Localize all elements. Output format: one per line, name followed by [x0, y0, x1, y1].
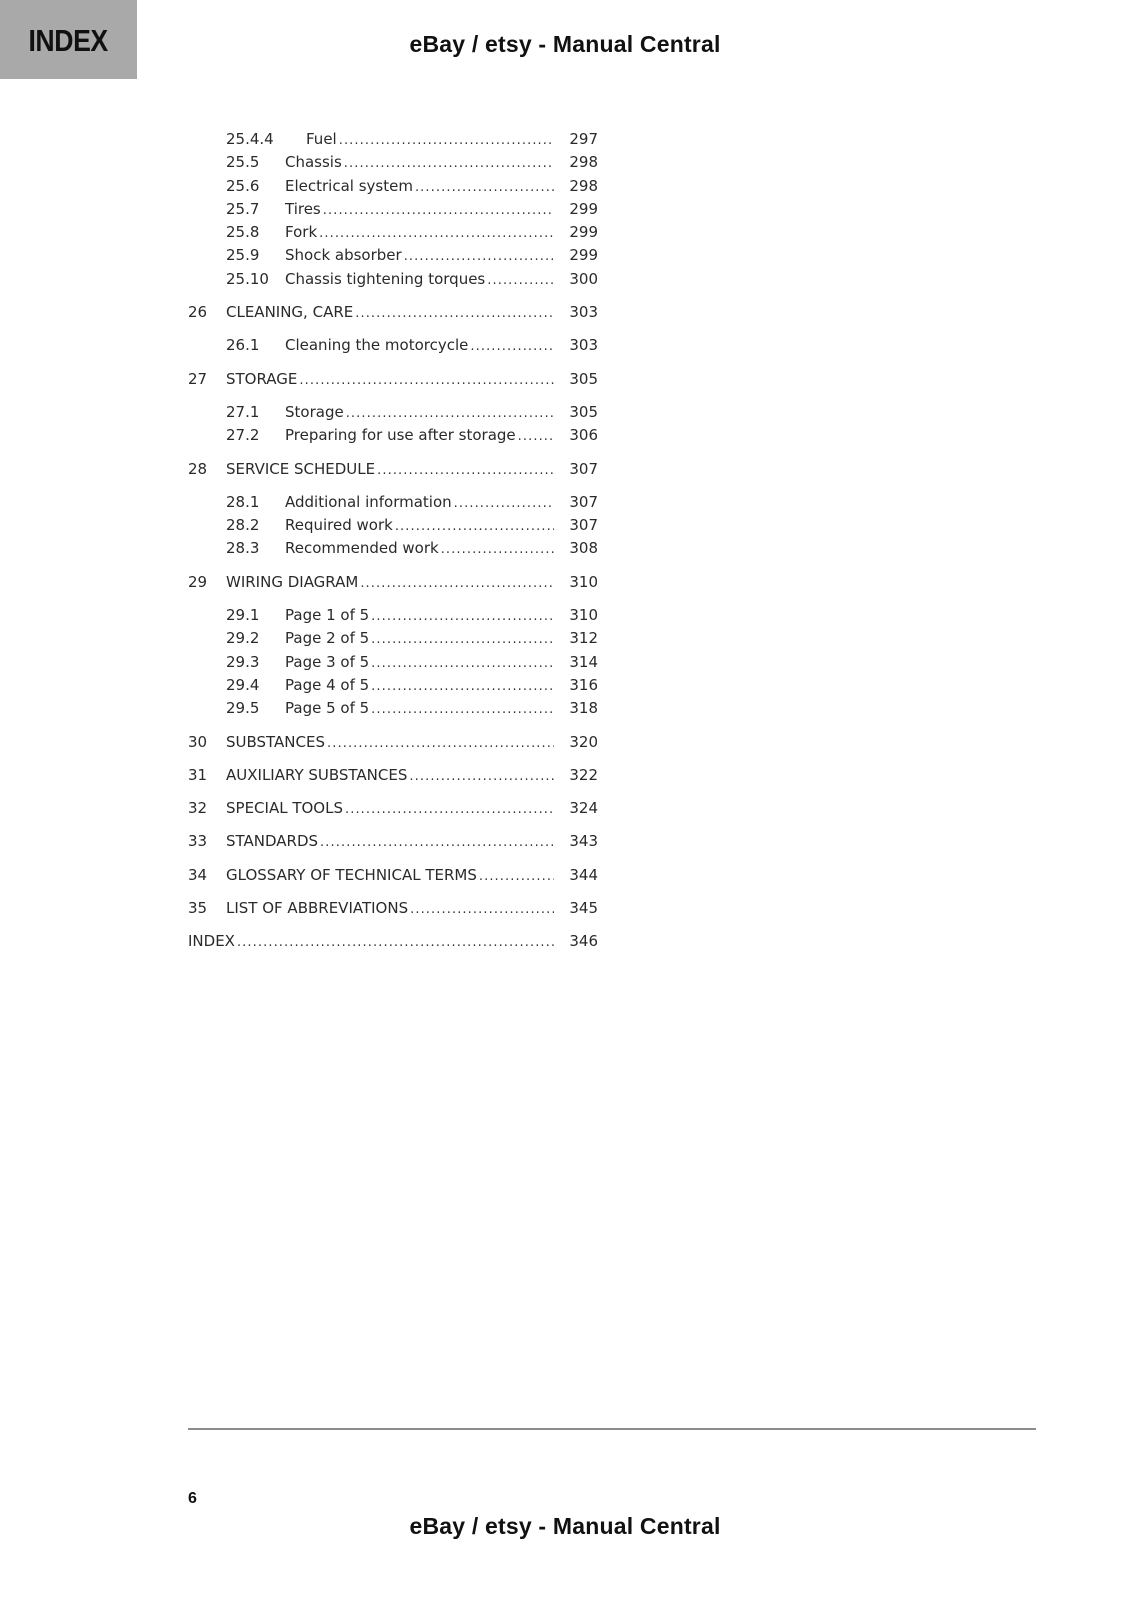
toc-entry-number: 29.2: [226, 629, 260, 648]
toc-entry-page: 306: [569, 426, 598, 445]
toc-entry-title: SUBSTANCES: [226, 732, 326, 751]
toc-entry-number: 26.1: [226, 336, 260, 355]
toc-entry-title: Tires: [285, 199, 321, 218]
toc-entry-title: Recommended work: [285, 539, 439, 558]
toc-entry-number: 27.1: [226, 402, 260, 421]
dot-leader: [377, 459, 554, 482]
toc-entry-number: 28.3: [226, 539, 260, 558]
toc-entry[interactable]: [188, 151, 598, 174]
toc-chapter[interactable]: [188, 797, 598, 820]
toc-entry-title: Preparing for use after storage: [285, 426, 516, 445]
toc-entry-number: 25.4.4: [226, 130, 274, 148]
toc-entry[interactable]: [188, 697, 598, 720]
toc-entry-number: 27.2: [226, 426, 260, 445]
toc-entry-title: Additional information: [285, 492, 452, 511]
toc-entry-page: 307: [569, 492, 598, 511]
dot-leader: [323, 199, 554, 222]
toc-entry-title: Page 2 of 5: [285, 629, 370, 648]
toc-entry-page: 346: [569, 932, 598, 951]
dot-leader: [355, 302, 554, 325]
dot-leader: [346, 402, 554, 425]
toc-chapter[interactable]: [188, 731, 598, 754]
footer-divider: [188, 1428, 1036, 1430]
toc-entry[interactable]: [188, 334, 598, 357]
dot-leader: [237, 931, 554, 954]
toc-entry-title: Electrical system: [285, 176, 413, 195]
toc-entry-title: INDEX: [188, 932, 235, 951]
dot-leader: [371, 675, 554, 698]
toc-entry[interactable]: [188, 244, 598, 267]
toc-entry-title: Page 3 of 5: [285, 652, 370, 671]
toc-entry-title: AUXILIARY SUBSTANCES: [226, 765, 408, 784]
toc-entry[interactable]: [188, 627, 598, 650]
toc-entry-number: 25.8: [226, 223, 260, 242]
toc-entry-page: 299: [569, 246, 598, 265]
dot-leader: [395, 515, 554, 538]
toc-entry-title: SPECIAL TOOLS: [226, 799, 343, 818]
toc-entry-number: 32: [188, 799, 208, 818]
toc-chapter[interactable]: [188, 458, 598, 481]
toc-chapter[interactable]: [188, 301, 598, 324]
dot-leader: [371, 605, 554, 628]
toc-chapter[interactable]: [188, 897, 598, 920]
toc-entry-number: 29.3: [226, 652, 260, 671]
toc-entry-title: Chassis tightening torques: [285, 269, 486, 288]
toc-entry-title: SERVICE SCHEDULE: [226, 459, 376, 478]
toc-entry-number: 28.2: [226, 516, 260, 535]
dot-leader: [345, 798, 554, 821]
toc-entry-number: 25.6: [226, 176, 260, 195]
toc-entry-page: 300: [569, 269, 598, 288]
table-of-contents: [188, 128, 598, 954]
toc-entry-number: 25.5: [226, 153, 260, 172]
toc-entry-page: 305: [569, 369, 598, 388]
toc-chapter[interactable]: [188, 571, 598, 594]
toc-entry-title: CLEANING, CARE: [226, 303, 354, 322]
toc-entry[interactable]: [188, 537, 598, 560]
header-watermark: eBay / etsy - Manual Central: [409, 31, 721, 57]
toc-entry-page: 297: [569, 130, 598, 148]
dot-leader: [371, 652, 554, 675]
dot-leader: [299, 369, 554, 392]
dot-leader: [371, 698, 554, 721]
toc-entry-title: Page 5 of 5: [285, 699, 370, 718]
toc-entry-page: 316: [569, 675, 598, 694]
dot-leader: [371, 628, 554, 651]
toc-entry[interactable]: [188, 128, 598, 151]
toc-entry-page: 312: [569, 629, 598, 648]
toc-entry-number: 35: [188, 899, 208, 918]
toc-entry[interactable]: [188, 221, 598, 244]
toc-entry-number: 33: [188, 832, 208, 851]
toc-entry-number: 30: [188, 732, 208, 751]
toc-chapter[interactable]: [188, 368, 598, 391]
toc-chapter[interactable]: [188, 830, 598, 853]
toc-entry-number: 25.9: [226, 246, 260, 265]
toc-entry-title: Page 1 of 5: [285, 606, 370, 625]
toc-entry[interactable]: [188, 604, 598, 627]
dot-leader: [470, 335, 554, 358]
toc-entry-title: LIST OF ABBREVIATIONS: [226, 899, 409, 918]
toc-entry-title: Page 4 of 5: [285, 675, 370, 694]
dot-leader: [479, 865, 554, 888]
toc-entry-number: 29: [188, 572, 208, 591]
toc-entry-page: 318: [569, 699, 598, 718]
dot-leader: [320, 831, 554, 854]
toc-entry-title: STORAGE: [226, 369, 298, 388]
toc-entry-number: 28: [188, 459, 208, 478]
toc-entry[interactable]: [188, 514, 598, 537]
toc-entry-page: 324: [569, 799, 598, 818]
toc-entry-number: 34: [188, 865, 208, 884]
toc-entry-page: 310: [569, 606, 598, 625]
toc-entry[interactable]: [188, 268, 598, 291]
toc-entry-number: 29.1: [226, 606, 260, 625]
toc-entry-title: Storage: [285, 402, 344, 421]
toc-entry-page: 299: [569, 223, 598, 242]
dot-leader: [518, 425, 554, 448]
dot-leader: [410, 898, 554, 921]
dot-leader: [339, 129, 554, 152]
toc-entry-number: 25.7: [226, 199, 260, 218]
toc-entry-title: Fork: [285, 223, 318, 242]
toc-entry-number: 28.1: [226, 492, 260, 511]
dot-leader: [415, 176, 554, 199]
toc-entry-page: 344: [569, 865, 598, 884]
toc-entry-page: 307: [569, 459, 598, 478]
toc-entry[interactable]: [188, 491, 598, 514]
dot-leader: [327, 732, 554, 755]
toc-chapter[interactable]: [188, 864, 598, 887]
toc-entry-number: 29.5: [226, 699, 260, 718]
toc-entry-page: 314: [569, 652, 598, 671]
toc-entry-page: 305: [569, 402, 598, 421]
toc-entry-title: Fuel: [306, 130, 337, 148]
toc-entry-page: 298: [569, 176, 598, 195]
dot-leader: [454, 492, 554, 515]
toc-entry-title: GLOSSARY OF TECHNICAL TERMS: [226, 865, 477, 884]
dot-leader: [441, 538, 554, 561]
page-number: 6: [188, 1490, 197, 1507]
dot-leader: [319, 222, 554, 245]
toc-entry-page: 345: [569, 899, 598, 918]
dot-leader: [344, 152, 554, 175]
toc-entry-page: 343: [569, 832, 598, 851]
toc-entry-title: Cleaning the motorcycle: [285, 336, 469, 355]
footer-watermark: eBay / etsy - Manual Central: [409, 1513, 721, 1539]
dot-leader: [409, 765, 554, 788]
toc-entry-number: 26: [188, 303, 208, 322]
toc-chapter[interactable]: [188, 764, 598, 787]
toc-index-entry[interactable]: [188, 930, 598, 953]
toc-entry-title: Shock absorber: [285, 246, 402, 265]
section-tab-label: INDEX: [28, 22, 109, 58]
toc-entry-page: 322: [569, 765, 598, 784]
dot-leader: [404, 245, 554, 268]
toc-entry[interactable]: [188, 424, 598, 447]
toc-entry-page: 307: [569, 516, 598, 535]
toc-entry-number: 27: [188, 369, 208, 388]
toc-entry[interactable]: [188, 651, 598, 674]
toc-entry-page: 310: [569, 572, 598, 591]
toc-entry[interactable]: [188, 198, 598, 221]
toc-entry-title: STANDARDS: [226, 832, 319, 851]
toc-entry-title: Chassis: [285, 153, 342, 172]
toc-entry[interactable]: [188, 175, 598, 198]
toc-entry-page: 308: [569, 539, 598, 558]
toc-entry-title: WIRING DIAGRAM: [226, 572, 359, 591]
dot-leader: [360, 572, 554, 595]
toc-entry-page: 299: [569, 199, 598, 218]
toc-entry[interactable]: [188, 674, 598, 697]
toc-entry[interactable]: [188, 401, 598, 424]
dot-leader: [487, 269, 554, 292]
toc-entry-page: 303: [569, 303, 598, 322]
toc-entry-number: 25.10: [226, 269, 269, 288]
toc-entry-page: 298: [569, 153, 598, 172]
toc-entry-number: 31: [188, 765, 208, 784]
toc-entry-number: 29.4: [226, 675, 260, 694]
toc-entry-page: 320: [569, 732, 598, 751]
toc-entry-page: 303: [569, 336, 598, 355]
toc-entry-title: Required work: [285, 516, 393, 535]
